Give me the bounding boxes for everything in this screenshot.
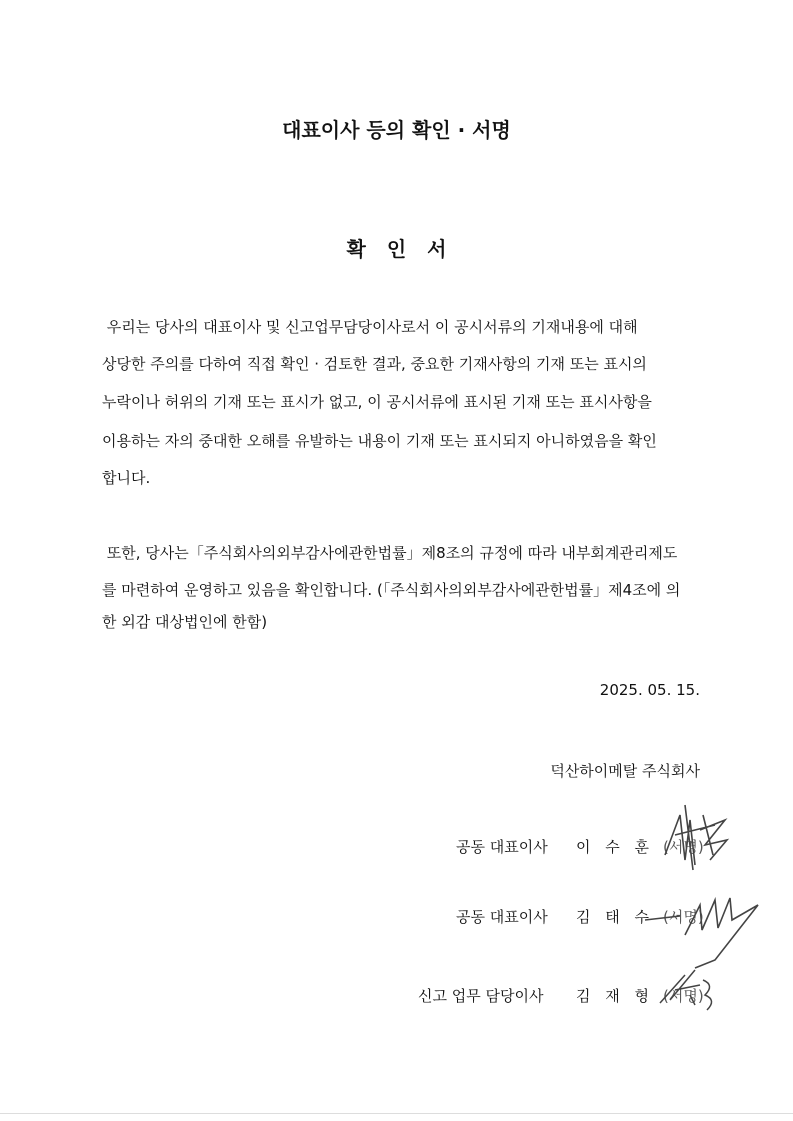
signatory-role: 공동 대표이사: [456, 838, 548, 856]
document-date: 2025. 05. 15.: [599, 681, 700, 699]
sign-label: (서명): [663, 987, 704, 1005]
document-subtitle: 확 인 서: [346, 237, 447, 261]
paragraph-line: 또한, 당사는「주식회사의외부감사에관한법률」제8조의 규정에 따라 내부회계관리제도: [102, 544, 678, 562]
signatory-name: 김 태 수: [576, 908, 650, 926]
company-name: 덕산하이메탈 주식회사: [550, 762, 700, 780]
page-bottom-edge: [0, 1113, 793, 1114]
handwritten-signature: [655, 800, 735, 875]
sign-label: (서명): [663, 908, 704, 926]
signatory-name: 김 재 형: [576, 987, 650, 1005]
paragraph-line: 우리는 당사의 대표이사 및 신고업무담당이사로서 이 공시서류의 기재내용에 대해: [102, 318, 638, 336]
handwritten-signature: [640, 890, 765, 970]
document-title: 대표이사 등의 확인 · 서명: [282, 118, 511, 142]
handwritten-signature: [655, 965, 725, 1015]
sign-label: (서명): [663, 838, 704, 856]
signatory-role: 공동 대표이사: [456, 908, 548, 926]
signatory-name: 이 수 훈: [576, 838, 650, 856]
signatory-role: 신고 업무 담당이사: [418, 987, 544, 1005]
paragraph-line: 누락이나 허위의 기재 또는 표시가 없고, 이 공시서류에 표시된 기재 또는 표시사항을: [102, 393, 652, 411]
paragraph-line: 한 외감 대상법인에 한함): [102, 613, 268, 631]
paragraph-line: 를 마련하여 운영하고 있음을 확인합니다. (「주식회사의외부감사에관한법률」제4조에 의: [102, 581, 681, 599]
paragraph-line: 상당한 주의를 다하여 직접 확인 · 검토한 결과, 중요한 기재사항의 기재 또는 표시의: [102, 355, 647, 373]
paragraph-line: 합니다.: [102, 469, 151, 487]
paragraph-line: 이용하는 자의 중대한 오해를 유발하는 내용이 기재 또는 표시되지 아니하였음을 확인: [102, 432, 657, 450]
